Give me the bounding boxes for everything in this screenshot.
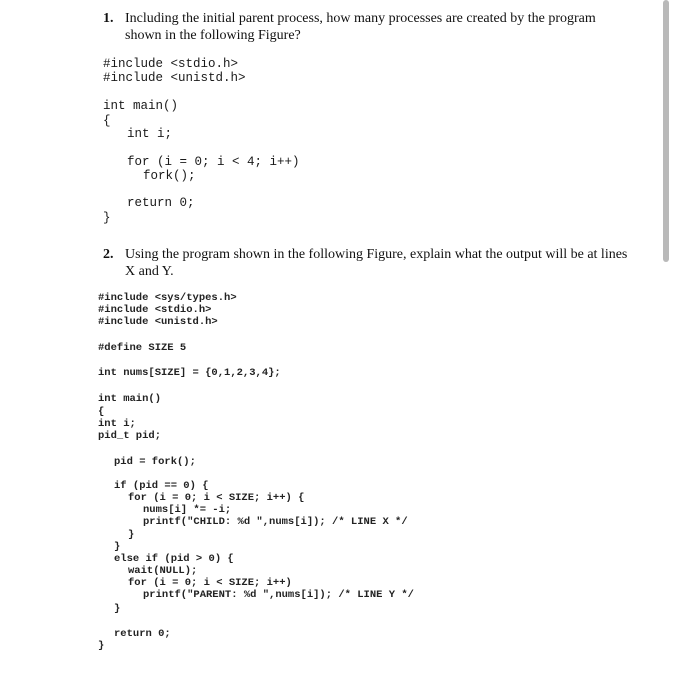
- code-line: pid = fork();: [114, 456, 196, 468]
- code-line: else if (pid > 0) {: [114, 553, 234, 565]
- code-line: if (pid == 0) {: [114, 480, 209, 492]
- code-line: }: [98, 640, 105, 652]
- question-1-number: 1.: [103, 11, 114, 26]
- code-line: }: [103, 211, 111, 225]
- code-line: return 0;: [114, 628, 171, 640]
- code-line: }: [114, 603, 121, 615]
- code-line: for (i = 0; i < 4; i++): [127, 155, 300, 169]
- code-line: printf("CHILD: %d ",nums[i]); /* LINE X */: [143, 516, 408, 528]
- code-line: #include <unistd.h>: [98, 316, 218, 328]
- code-line: int nums[SIZE] = {0,1,2,3,4};: [98, 367, 281, 379]
- question-2-text-line-1: Using the program shown in the following Figure, explain what the output will be at lines: [125, 247, 628, 262]
- code-line: printf("PARENT: %d ",nums[i]); /* LINE Y */: [143, 589, 414, 601]
- code-line: int main(): [98, 393, 162, 405]
- code-line: wait(NULL);: [128, 565, 198, 577]
- code-line: }: [128, 529, 135, 541]
- code-line: {: [103, 114, 111, 128]
- code-line: int main(): [103, 99, 179, 113]
- question-2-number: 2.: [103, 247, 114, 262]
- code-line: }: [114, 541, 121, 553]
- code-line: #include <unistd.h>: [103, 71, 246, 85]
- code-line: return 0;: [127, 196, 195, 210]
- question-2: [103, 246, 643, 286]
- code-line: for (i = 0; i < SIZE; i++) {: [128, 492, 305, 504]
- code-line: fork();: [143, 169, 196, 183]
- question-1-text-line-2: shown in the following Figure?: [125, 28, 301, 43]
- code-line: int i;: [127, 127, 173, 141]
- question-2-text-line-2: X and Y.: [125, 264, 174, 279]
- code-line: #include <sys/types.h>: [98, 292, 237, 304]
- question-1-text-line-1: Including the initial parent process, how many processes are created by the program: [125, 11, 596, 26]
- scrollbar[interactable]: [663, 0, 669, 262]
- code-line: #define SIZE 5: [98, 342, 187, 354]
- code-line: nums[i] *= -i;: [143, 504, 232, 516]
- code-line: #include <stdio.h>: [98, 304, 212, 316]
- code-line: int i;: [98, 418, 136, 430]
- question-1: [103, 10, 623, 50]
- code-line: for (i = 0; i < SIZE; i++): [128, 577, 292, 589]
- code-line: {: [98, 406, 105, 418]
- code-line: #include <stdio.h>: [103, 57, 239, 71]
- code-line: pid_t pid;: [98, 430, 162, 442]
